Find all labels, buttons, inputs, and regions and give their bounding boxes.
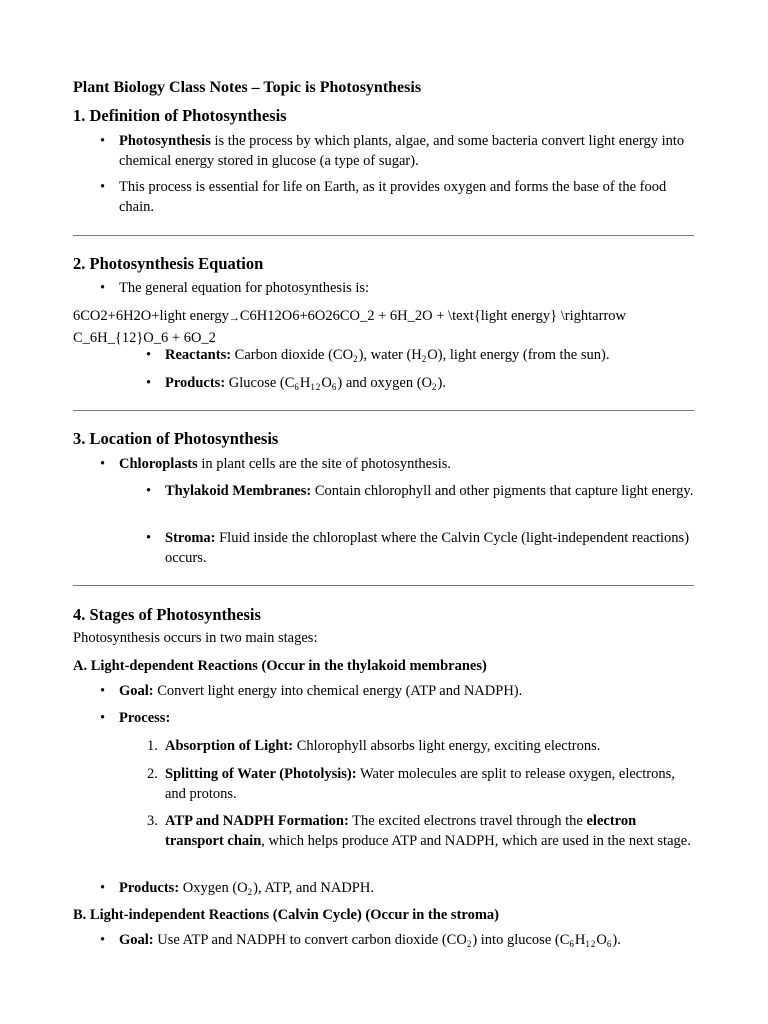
step-label: Splitting of Water (Photolysis): (165, 766, 357, 782)
products-text-3: ). (437, 375, 446, 391)
subsection-a-list (73, 682, 697, 702)
subscript: 6 (606, 939, 613, 949)
section-2-sublist (73, 346, 697, 366)
list-item-text: This process is essential for life on Earth, as it provides oxygen and forms the base of the food chain. (119, 179, 667, 215)
subsection-a-list-2 (73, 709, 697, 729)
reactants-label: Reactants: (165, 347, 232, 363)
goal-label: Goal: (119, 683, 154, 699)
term-electron-transport-chain: electron transport chain (165, 813, 637, 849)
section-1-list-2 (73, 178, 697, 217)
process-steps (73, 737, 697, 757)
term-photosynthesis: Photosynthesis (119, 133, 211, 149)
list-item (73, 132, 697, 171)
step-text-2: , which helps produce ATP and NADPH, which are used in the next stage. (261, 832, 691, 849)
equation (73, 307, 683, 348)
step-text: Chlorophyll absorbs light energy, exciting electrons. (293, 738, 601, 754)
divider (73, 410, 694, 411)
stroma-label: Stroma: (165, 530, 216, 546)
section-1-heading: 1. Definition of Photosynthesis (73, 106, 287, 125)
subscript: 6 (294, 382, 300, 392)
list-item (73, 374, 697, 394)
process-label: Process: (119, 710, 171, 726)
goal-text-2: ) into glucose (C (472, 932, 570, 948)
glucose-h: H (299, 375, 311, 391)
subsection-a-heading: A. Light-dependent Reactions (Occur in the thylakoid membranes) (73, 658, 487, 674)
thylakoid-text: Contain chlorophyll and other pigments that capture light energy. (311, 483, 694, 499)
list-item (73, 529, 697, 568)
subsection-b-list (73, 931, 697, 951)
reactants-text-2: ), water (H (358, 347, 422, 363)
list-item (73, 346, 697, 366)
list-item (73, 682, 697, 702)
thylakoid-label: Thylakoid Membranes: (165, 483, 312, 499)
subsection-a-products (73, 879, 697, 899)
subscript: 2 (432, 382, 438, 392)
process-step (73, 765, 697, 804)
products-text-2: ), ATP, and NADPH. (253, 880, 374, 896)
subscript: 12 (585, 939, 597, 949)
subscript: 12 (310, 382, 322, 392)
list-item-text: The general equation for photosynthesis is: (119, 280, 370, 296)
glucose-o: O (321, 375, 332, 391)
document-title: Plant Biology Class Notes – Topic is Photosynthesis (73, 79, 422, 96)
section-3-list (73, 455, 697, 475)
step-text: Water molecules are split to release oxygen, electrons, and protons. (165, 766, 675, 802)
list-item-text: in plant cells are the site of photosynthesis. (197, 456, 451, 472)
glucose-h: H (574, 932, 586, 948)
products-text: Oxygen (O (179, 880, 248, 896)
subscript: 6 (569, 939, 575, 949)
process-step (73, 812, 697, 851)
step-number: 1. (147, 738, 158, 754)
process-steps-2 (73, 765, 697, 804)
section-3-sublist-2 (73, 529, 697, 568)
term-chloroplasts: Chloroplasts (119, 456, 198, 472)
subscript: 2 (466, 939, 473, 949)
reactants-text: Carbon dioxide (CO (234, 347, 354, 363)
subsection-b-heading: B. Light-independent Reactions (Calvin Cycle) (Occur in the stroma) (73, 907, 499, 923)
section-4-intro: Photosynthesis occurs in two main stages: (73, 630, 318, 646)
goal-text: Convert light energy into chemical energy (ATP and NADPH). (153, 683, 523, 699)
section-2-list (73, 279, 697, 299)
subscript: 2 (247, 887, 254, 897)
glucose-o: O (596, 932, 607, 948)
process-step (73, 737, 697, 757)
section-2-sublist-2 (73, 374, 697, 394)
section-4-heading: 4. Stages of Photosynthesis (73, 605, 261, 624)
products-text: Glucose (C (228, 375, 295, 391)
products-label: Products: (119, 880, 180, 896)
section-2-heading: 2. Photosynthesis Equation (73, 254, 264, 273)
section-3-heading: 3. Location of Photosynthesis (73, 429, 279, 448)
reactants-text-3: O), light energy (from the sun). (427, 347, 610, 363)
list-item (73, 931, 697, 951)
list-item (73, 879, 697, 899)
list-item (73, 279, 697, 299)
step-text: The excited electrons travel through the (348, 813, 587, 829)
step-number: 3. (147, 813, 158, 829)
step-label: ATP and NADPH Formation: (165, 813, 349, 829)
products-label: Products: (165, 375, 226, 391)
step-label: Absorption of Light: (165, 738, 294, 754)
list-item (73, 709, 697, 729)
goal-text-3: ). (612, 932, 621, 948)
list-item (73, 178, 697, 217)
list-item (73, 455, 697, 475)
section-3-sublist (73, 482, 697, 502)
products-text-2: ) and oxygen (O (337, 375, 433, 391)
list-item (73, 482, 697, 502)
subscript: 6 (331, 382, 338, 392)
step-number: 2. (147, 766, 158, 782)
stroma-text: Fluid inside the chloroplast where the Calvin Cycle (light-independent reactions) occurs. (165, 530, 690, 566)
equation-right: C6H12O6+6O26CO_2 + 6H_2O + \text{light energy} \rightarrow C_6H_{12}O_6 + 6O_2 (73, 308, 626, 346)
goal-label: Goal: (119, 932, 154, 948)
equation-left: 6CO2+6H2O+light energy (73, 308, 229, 324)
divider (73, 585, 694, 586)
divider (73, 235, 694, 236)
arrow-icon: → (228, 312, 240, 324)
list-item-text: is the process by which plants, algae, and some bacteria convert light energy into chemical energy stored in glucose (a type of sugar). (119, 133, 685, 169)
subscript: 2 (353, 354, 359, 364)
subscript: 2 (421, 354, 428, 364)
process-steps-3 (73, 812, 697, 851)
goal-text: Use ATP and NADPH to convert carbon dioxide (CO (153, 932, 467, 948)
section-1-list (73, 132, 697, 171)
